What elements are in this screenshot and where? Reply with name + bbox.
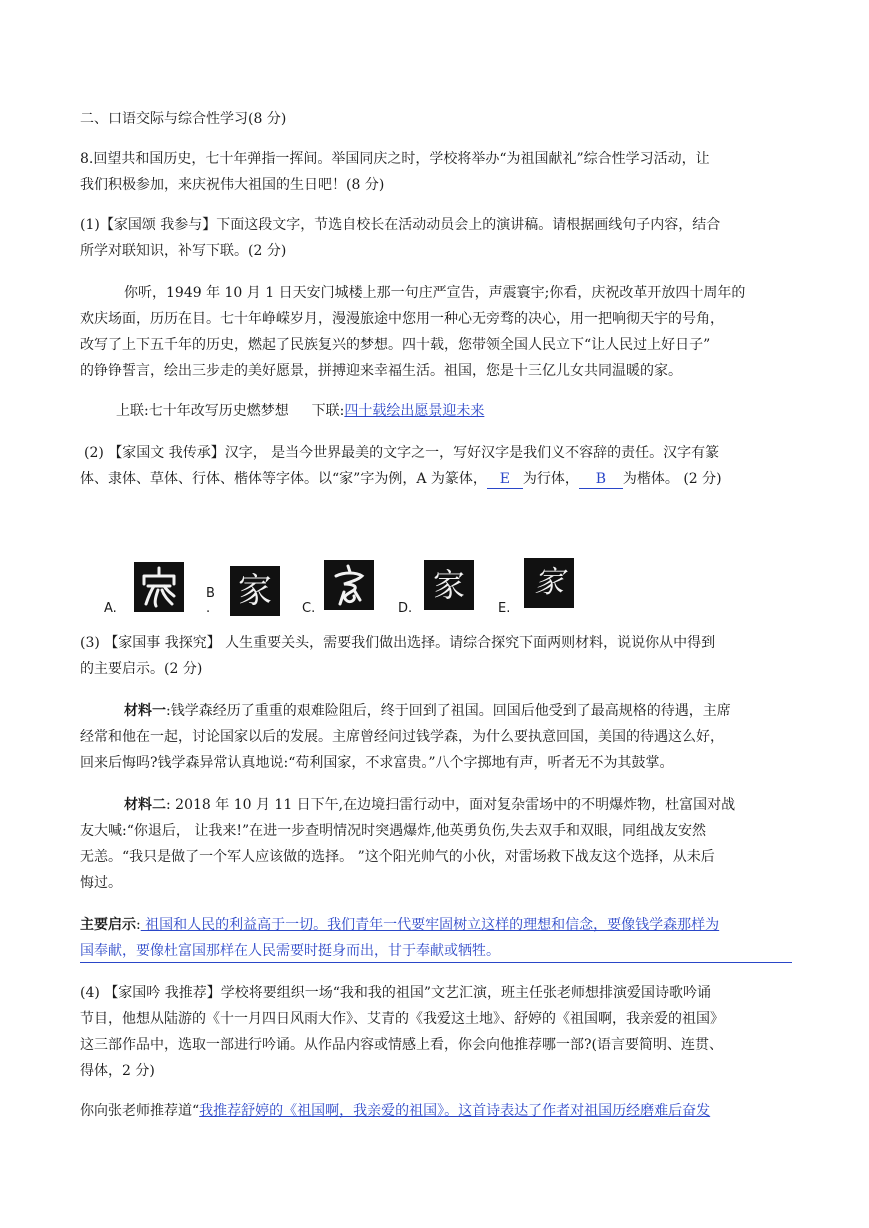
cursive-script-jia-image: [324, 560, 374, 610]
part2-question-text-a: 体、隶体、草体、行体、楷体等字体。以“家”字为例，A 为篆体，: [80, 471, 487, 487]
option-a-label: A.: [104, 601, 117, 616]
part2-question-line-2: [80, 466, 792, 492]
material2-label: 材料二: [124, 797, 166, 813]
material1-text-1: :钱学森经历了重重的艰难险阻后，终于回到了祖国。回国后他受到了最高规格的待遇，主席: [166, 703, 731, 719]
seal-script-glyph: [134, 562, 184, 612]
material1-line-2: 经常和他在一起，讨论国家以后的发展。主席曾经问过钱学森，为什么要执意回国，美国的待遇这么好，: [80, 729, 724, 745]
running-script-jia-image: 家: [524, 558, 574, 608]
insight-line-2: [80, 938, 792, 963]
answer-blank-regular-script: B: [579, 470, 623, 489]
part1-question-line-1: (1)【家国颂 我参与】下面这段文字，节选自校长在活动动员会上的演讲稿。请根据画线句子内容，结合: [80, 217, 721, 233]
option-d-label: D.: [398, 601, 413, 616]
option-b-label: B .: [206, 586, 215, 616]
part2-question-line-1: (2) 【家国文 我传承】汉字， 是当今世界最美的文字之一，写好汉字是我们义不容辞的责任。汉字有篆: [84, 445, 720, 461]
part3-question-line-2: 的主要启示。(2 分): [80, 661, 203, 677]
material2-line-2: 友大喊:“你退后， 让我来!”在进一步查明情况时突遇爆炸,他英勇负伤,失去双手和双眼，同组战友安然: [80, 823, 707, 839]
insight-answer-2: 国奉献，要像杜富国那样在人民需要时挺身而出，甘于奉献或牺牲。: [80, 943, 500, 959]
part1-passage-line-2: 欢庆场面，历历在目。七十年峥嵘岁月，漫漫旅途中您用一种心无旁骛的决心，用一把响彻天宇的号角，: [80, 311, 724, 327]
part4-question-line-2: 节目，他想从陆游的《十一月四日风雨大作》、艾青的《我爱这土地》、舒婷的《祖国啊，我亲爱的祖国》: [80, 1011, 724, 1027]
insight-line-1: 主要启示: 祖国和人民的利益高于一切。我们青年一代要牢固树立这样的理想和信念，要像钱学森那样为: [80, 917, 720, 933]
material2-line-3: 无恙。“我只是做了一个军人应该做的选择。 ”这个阳光帅气的小伙，对雷场救下战友这个选择，从未后: [80, 849, 715, 865]
part1-passage-line-4: 的铮铮誓言，绘出三步走的美好愿景，拼搏迎来幸福生活。祖国，您是十三亿儿女共同温暖的家。: [80, 363, 682, 379]
material2-text-1: : 2018 年 10 月 11 日下午,在边境扫雷行动中，面对复杂雷场中的不明爆炸物，杜富国对战: [166, 797, 736, 813]
answer-blank-running-script: E: [487, 470, 523, 489]
part4-question-line-3: 这三部作品中，选取一部进行吟诵。从作品内容或情感上看，你会向他推荐哪一部?(语言要简明、连贯、: [80, 1037, 723, 1053]
q8-intro-line-1: 8.回望共和国历史，七十年弹指一挥间。举国同庆之时，学校将举办“为祖国献礼”综合性学习活动，让: [80, 151, 710, 167]
q8-intro-line-2: 我们积极参加，来庆祝伟大祖国的生日吧！(8 分): [80, 177, 385, 193]
part2-question-text-b: 为行体，: [522, 471, 579, 487]
part2-question-text-c: 为楷体。 (2 分): [622, 471, 722, 487]
part1-question-line-2: 所学对联知识，补写下联。(2 分): [80, 243, 287, 259]
part4-question-line-1: (4) 【家国吟 我推荐】学校将要组织一场“我和我的祖国”文艺汇演，班主任张老师想排演爱国诗歌吟诵: [80, 985, 712, 1001]
option-e-label: E.: [498, 601, 511, 616]
material1-line-3: 回来后悔吗?钱学森异常认真地说:“苟利国家，不求富贵。”八个字掷地有声，听者无不为其鼓掌。: [80, 755, 674, 771]
lower-couplet-label: 下联:: [311, 403, 345, 419]
section-title: 二、口语交际与综合性学习(8 分): [80, 111, 287, 127]
insight-label: 主要启示: [80, 917, 136, 933]
part4-answer-line: [80, 1098, 792, 1124]
material1-label: 材料一: [124, 703, 166, 719]
clerical-script-jia-image: 家: [424, 560, 474, 610]
part4-question-line-4: 得体，2 分): [80, 1063, 155, 1079]
insight-answer-1: 祖国和人民的利益高于一切。我们青年一代要牢固树立这样的理想和信念，要像钱学森那样为: [140, 917, 720, 933]
part3-question-line-1: (3) 【家国事 我探究】 人生重要关头，需要我们做出选择。请综合探究下面两则材料，说说你从中得到: [80, 635, 716, 651]
calligraphy-options: [100, 550, 580, 616]
part1-passage-line-3: 改写了上下五千年的历史，燃起了民族复兴的梦想。四十载，您带领全国人民立下“让人民过上好日子”: [80, 337, 711, 353]
cursive-script-glyph: [324, 560, 374, 610]
material2-line-4: 悔过。: [80, 875, 122, 891]
option-c-label: C.: [302, 601, 316, 616]
part4-answer-text: 我推荐舒婷的《祖国啊，我亲爱的祖国》。这首诗表达了作者对祖国历经磨难后奋发: [199, 1103, 711, 1119]
material1-line-1: [124, 698, 792, 724]
regular-script-jia-image: 家: [230, 566, 280, 616]
material2-line-1: [124, 792, 792, 818]
upper-couplet: 上联:七十年改写历史燃梦想: [116, 403, 289, 419]
couplet-line: [116, 398, 828, 424]
seal-script-jia-image: [134, 562, 184, 612]
part4-answer-prefix: 你向张老师推荐道“: [80, 1103, 200, 1119]
part1-passage-line-1: 你听，1949 年 10 月 1 日天安门城楼上那一句庄严宣告，声震寰宇;你看，庆祝改革开放四十周年的: [124, 285, 746, 301]
lower-couplet-answer: 四十载绘出愿景迎未来: [344, 403, 485, 419]
